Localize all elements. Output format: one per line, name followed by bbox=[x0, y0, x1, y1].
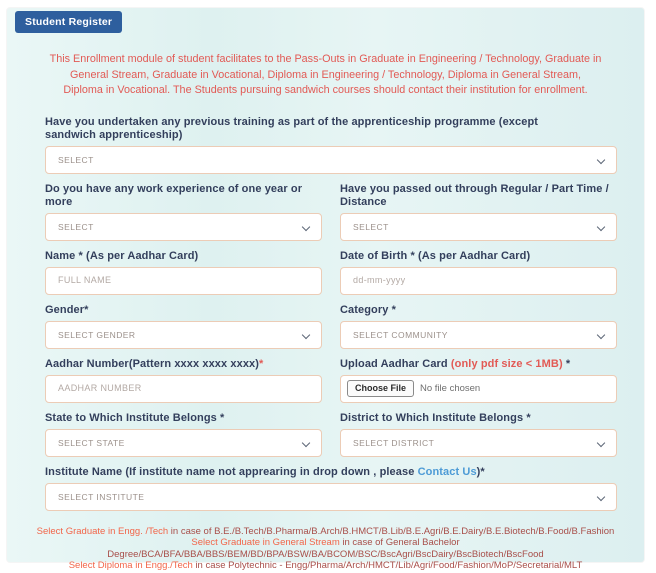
chevron-down-icon bbox=[597, 330, 605, 338]
district-selected-value: SELECT DISTRICT bbox=[353, 437, 435, 448]
required-asterisk: * bbox=[562, 357, 571, 370]
footnote-lead: Select Graduate in General Stream bbox=[191, 537, 340, 548]
full-name-input[interactable] bbox=[45, 267, 322, 295]
previous-training-select[interactable] bbox=[45, 146, 617, 174]
chevron-down-icon bbox=[597, 155, 605, 163]
previous-training-label: Have you undertaken any previous training as part of the apprenticeship programme (except sandwich apprenticeship) bbox=[45, 115, 539, 141]
footnote-graduate-general bbox=[15, 537, 636, 560]
institute-label bbox=[45, 466, 617, 479]
aadhar-number-label bbox=[45, 358, 322, 371]
institute-select[interactable] bbox=[45, 483, 617, 511]
institute-label-suffix: )* bbox=[476, 465, 485, 478]
state-select[interactable] bbox=[45, 429, 322, 457]
field-passed-out-mode bbox=[340, 183, 617, 241]
chevron-down-icon bbox=[597, 222, 605, 230]
field-institute bbox=[45, 466, 617, 511]
institute-selected-value: SELECT INSTITUTE bbox=[58, 491, 145, 502]
field-district bbox=[340, 412, 617, 457]
upload-aadhar-label bbox=[340, 358, 617, 371]
state-label: State to Which Institute Belongs * bbox=[45, 411, 225, 424]
footnote-body: in case Polytechnic - Engg/Pharma/Arch/HMCT/Lib/Agri/Food/Fashion/MoP/Secretarial/MLT bbox=[192, 560, 583, 571]
field-gender bbox=[45, 304, 322, 349]
footnote-body: in case of B.E./B.Tech/B.Pharma/B.Arch/B.HMCT/B.Lib/B.E.Agri/B.E.Dairy/B.E.Biotech/B.Food/B.Fashion bbox=[168, 525, 615, 537]
field-name bbox=[45, 250, 322, 295]
institute-label-text: Institute Name (If institute name not apprearing in drop down , please bbox=[45, 465, 418, 478]
student-register-card bbox=[7, 8, 644, 571]
district-label: District to Which Institute Belongs * bbox=[340, 411, 531, 424]
footnote-lead: Select Graduate in Engg. /Tech bbox=[36, 525, 169, 537]
chevron-down-icon bbox=[302, 222, 310, 230]
chevron-down-icon bbox=[302, 330, 310, 338]
field-category bbox=[340, 304, 617, 349]
name-label: Name * (As per Aadhar Card) bbox=[45, 249, 199, 262]
passed-out-mode-label: Have you passed out through Regular / Part Time / Distance bbox=[340, 182, 609, 208]
state-selected-value: SELECT STATE bbox=[58, 437, 125, 448]
dob-input[interactable] bbox=[340, 267, 617, 295]
previous-training-selected-value: SELECT bbox=[58, 154, 94, 165]
required-asterisk: * bbox=[259, 357, 264, 370]
aadhar-file-input[interactable] bbox=[340, 375, 617, 403]
work-experience-selected-value: SELECT bbox=[58, 221, 94, 232]
gender-label: Gender* bbox=[45, 303, 89, 316]
district-select[interactable] bbox=[340, 429, 617, 457]
field-previous-training bbox=[45, 116, 617, 174]
field-aadhar-number bbox=[45, 358, 322, 403]
footnote-graduate-engg bbox=[15, 526, 636, 538]
choose-file-button[interactable]: Choose File bbox=[347, 380, 414, 397]
upload-size-note: (only pdf size < 1MB) bbox=[450, 357, 563, 370]
work-experience-select[interactable] bbox=[45, 213, 322, 241]
work-experience-label: Do you have any work experience of one year or more bbox=[45, 182, 303, 208]
gender-selected-value: SELECT GENDER bbox=[58, 329, 136, 340]
passed-out-mode-select[interactable] bbox=[340, 213, 617, 241]
aadhar-number-input[interactable] bbox=[45, 375, 322, 403]
upload-aadhar-label-text: Upload Aadhar Card bbox=[340, 357, 451, 370]
dob-label: Date of Birth * (As per Aadhar Card) bbox=[340, 249, 531, 262]
aadhar-number-label-text: Aadhar Number(Pattern xxxx xxxx xxxx) bbox=[45, 357, 260, 370]
file-chosen-status: No file chosen bbox=[420, 383, 481, 394]
chevron-down-icon bbox=[302, 438, 310, 446]
student-register-form bbox=[45, 116, 617, 520]
gender-select[interactable] bbox=[45, 321, 322, 349]
chevron-down-icon bbox=[597, 438, 605, 446]
contact-us-link[interactable]: Contact Us bbox=[417, 465, 477, 478]
footnote-body: in case of General Bachelor Degree/BCA/BFA/BBA/BBS/BEM/BD/BPA/BSW/BA/BCOM/BSC/BscAgri/BscDairy/BscBiotech/BscFood bbox=[107, 537, 544, 560]
field-work-experience bbox=[45, 183, 322, 241]
passed-out-mode-selected-value: SELECT bbox=[353, 221, 389, 232]
enrollment-intro-text: This Enrollment module of student facilitates to the Pass-Outs in Graduate in Engineering / Technology, Graduate in General Stream, Graduate in Vocational, Diploma in Engineering / Technology, Diploma in General Stream, Diploma in Vocational. The Students pursuing sandwich courses should contact their institution for enrollment. bbox=[49, 53, 602, 96]
field-upload-aadhar bbox=[340, 358, 617, 403]
course-selection-footnotes bbox=[15, 526, 636, 572]
field-state bbox=[45, 412, 322, 457]
field-dob bbox=[340, 250, 617, 295]
chevron-down-icon bbox=[597, 492, 605, 500]
footnote-lead: Select Diploma in Engg./Tech bbox=[68, 560, 193, 571]
footnote-diploma-engg bbox=[15, 560, 636, 572]
category-label: Category * bbox=[340, 303, 397, 316]
category-select[interactable] bbox=[340, 321, 617, 349]
category-selected-value: SELECT COMMUNITY bbox=[353, 329, 448, 340]
page-title-badge: Student Register bbox=[15, 11, 122, 33]
